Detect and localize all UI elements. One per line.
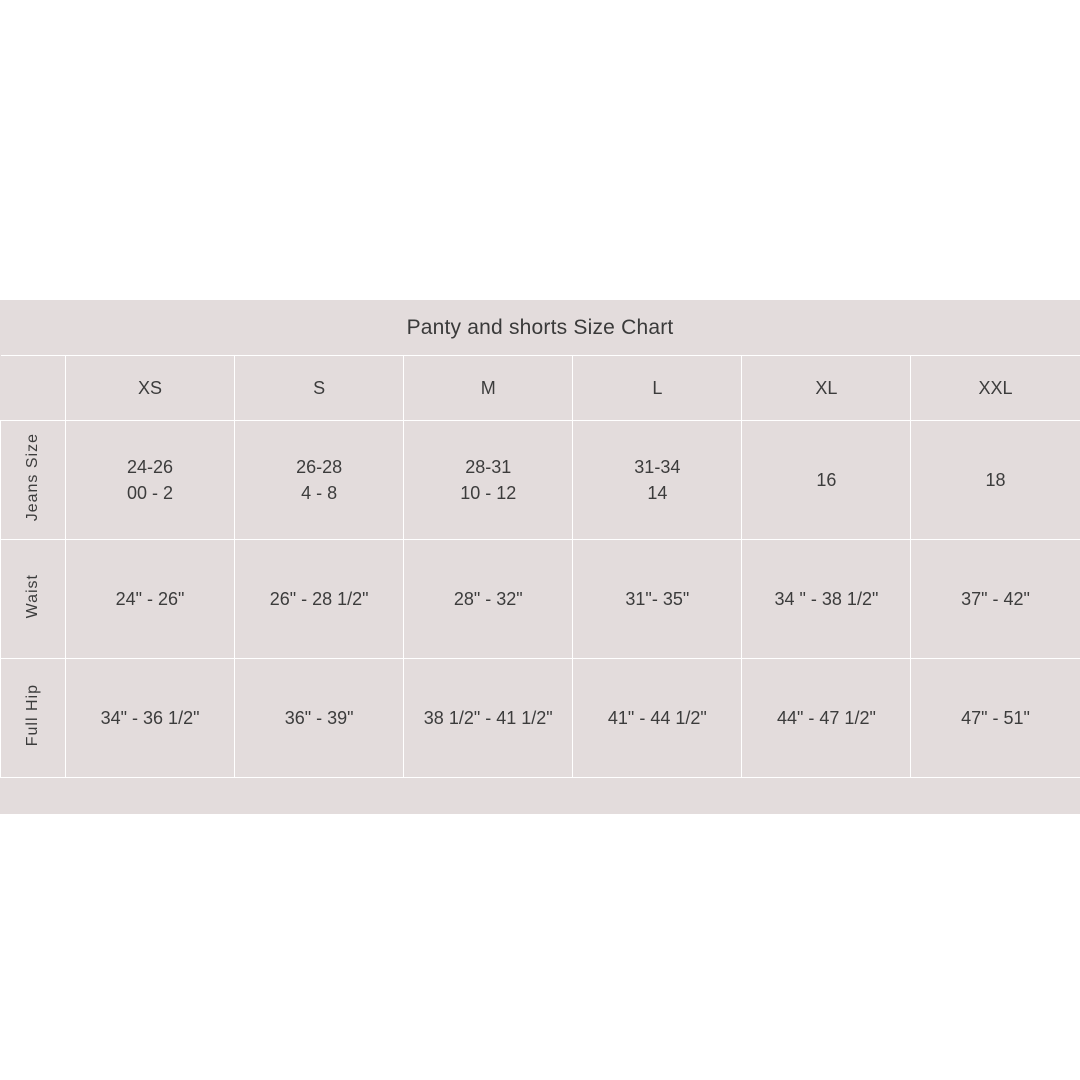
- cell-line: 16: [816, 469, 837, 490]
- column-header-xs: XS: [66, 356, 235, 421]
- table-corner-cell: [1, 356, 66, 421]
- table-row: [1, 421, 1080, 540]
- table-row: [1, 659, 1080, 778]
- cell-line: 37" - 42": [961, 588, 1030, 609]
- cell-line: 38 1/2" - 41 1/2": [423, 707, 553, 728]
- cell-line: 26" - 28 1/2": [269, 588, 369, 609]
- cell-line: 18: [985, 469, 1006, 490]
- column-header-s: S: [235, 356, 404, 421]
- row-label-text: Jeans Size: [24, 433, 41, 522]
- cell-line: 28-31: [465, 456, 512, 477]
- cell-line: 34 " - 38 1/2": [774, 588, 879, 609]
- cell-line: 4 - 8: [301, 483, 338, 503]
- cell-jeans-size-xs: [66, 421, 235, 540]
- cell-line: 47" - 51": [961, 707, 1030, 728]
- cell-full-hip-s: [235, 659, 404, 778]
- row-label-text: Waist: [24, 574, 41, 619]
- cell-jeans-size-xxl: [911, 421, 1080, 540]
- size-chart-table: [0, 355, 1080, 778]
- column-header-xl: XL: [742, 356, 911, 421]
- cell-line: 10 - 12: [460, 483, 517, 503]
- cell-full-hip-l: [573, 659, 742, 778]
- cell-full-hip-xl: [742, 659, 911, 778]
- column-header-xxl: XXL: [911, 356, 1080, 421]
- cell-line: 26-28: [296, 456, 343, 477]
- cell-waist-l: [573, 540, 742, 659]
- cell-line: 36" - 39": [284, 707, 354, 728]
- cell-waist-xs: [66, 540, 235, 659]
- cell-line: 00 - 2: [127, 483, 174, 503]
- cell-line: 24-26: [127, 456, 174, 477]
- cell-line: 14: [647, 483, 668, 503]
- cell-full-hip-m: [404, 659, 573, 778]
- cell-jeans-size-xl: [742, 421, 911, 540]
- cell-full-hip-xs: [66, 659, 235, 778]
- column-header-l: L: [573, 356, 742, 421]
- cell-jeans-size-l: [573, 421, 742, 540]
- chart-title: Panty and shorts Size Chart: [0, 300, 1080, 355]
- cell-line: 41" - 44 1/2": [607, 707, 707, 728]
- cell-line: 28" - 32": [453, 588, 523, 609]
- cell-waist-xl: [742, 540, 911, 659]
- cell-line: 31"- 35": [625, 588, 690, 609]
- cell-waist-xxl: [911, 540, 1080, 659]
- row-label-full-hip: [1, 659, 66, 778]
- column-header-m: M: [404, 356, 573, 421]
- table-row: [1, 540, 1080, 659]
- row-label-jeans-size: [1, 421, 66, 540]
- cell-waist-m: [404, 540, 573, 659]
- cell-line: 24" - 26": [115, 588, 185, 609]
- size-chart-panel: [0, 300, 1080, 814]
- cell-full-hip-xxl: [911, 659, 1080, 778]
- cell-line: 44" - 47 1/2": [777, 707, 876, 728]
- cell-waist-s: [235, 540, 404, 659]
- row-label-waist: [1, 540, 66, 659]
- cell-jeans-size-m: [404, 421, 573, 540]
- cell-line: 34" - 36 1/2": [100, 707, 200, 728]
- chart-footer-band: [0, 778, 1080, 814]
- cell-jeans-size-s: [235, 421, 404, 540]
- table-header-row: [1, 356, 1080, 421]
- cell-line: 31-34: [634, 456, 681, 477]
- row-label-text: Full Hip: [24, 684, 41, 747]
